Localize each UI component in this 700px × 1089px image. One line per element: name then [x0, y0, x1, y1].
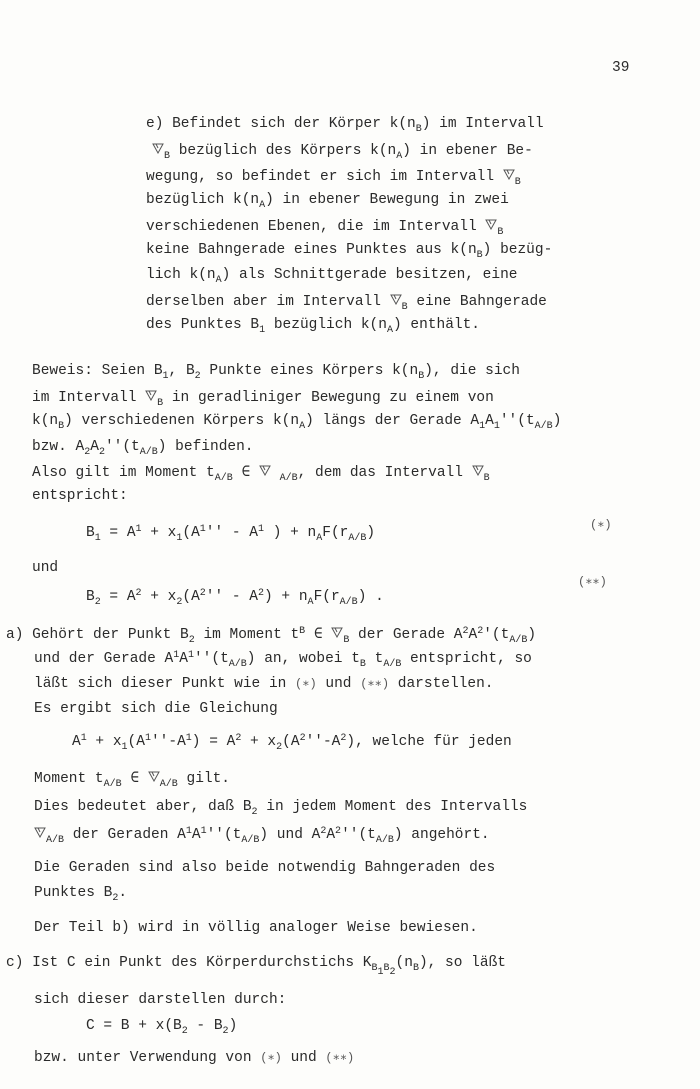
text-line: bzw. unter Verwendung von (∗) und (∗∗) — [34, 1050, 355, 1066]
text-line: verschiedenen Ebenen, die im Intervall $_B$ — [146, 219, 504, 238]
text-line: des Punktes $B_1$ bezüglich $k(n_A)$ enthält. — [146, 317, 480, 336]
nabla-symbol — [503, 168, 515, 180]
text-line: keine Bahngerade eines Punktes aus $k(n_B)$ bezüg- — [146, 242, 553, 261]
nabla-symbol — [145, 389, 157, 401]
text-line: sich dieser darstellen durch: — [34, 992, 287, 1008]
text-line: läßt sich dieser Punkt wie in (∗) und (∗∗) darstellen. — [34, 676, 494, 692]
text-line: $k(n_B)$ verschiedenen Körpers $k(n_A)$ längs der Gerade $A_1A_1''(t_{A/B})$ — [32, 413, 562, 432]
nabla-symbol — [485, 218, 497, 230]
text-line: $_B$ bezüglich des Körpers $k(n_A)$ in ebener Be- — [152, 142, 533, 159]
text-line: wegung, so befindet er sich im Intervall $_B$ — [146, 169, 521, 188]
text-line: Die Geraden sind also beide notwendig Bahngeraden des — [34, 860, 496, 876]
text-line: Punktes $B_2$. — [34, 885, 128, 904]
text-line: im Intervall $_B$ in geradliniger Bewegung zu einem von — [32, 390, 494, 409]
equation-tag: (∗∗) — [578, 575, 607, 589]
text-line: lich $k(n_A)$ als Schnittgerade besitzen, eine — [146, 267, 518, 286]
nabla-symbol — [152, 142, 164, 154]
text-line: Moment $t_{A/B}$ ∈ $_{A/B}$ gilt. — [34, 771, 231, 790]
text-line: a) Gehört der Punkt $B_2$ im Moment $t^B$ ∈ $_B$ der Gerade $A^2A^2'(t_{A/B})$ — [6, 626, 537, 646]
text-line: Der Teil b) wird in völlig analoger Weise bewiesen. — [34, 920, 478, 936]
text-line: Beweis: Seien $B_1$, $B_2$ Punkte eines Körpers $k(n_B)$, die sich — [32, 363, 520, 382]
text-line: Dies bedeutet aber, daß $B_2$ in jedem Moment des Intervalls — [34, 799, 528, 818]
text-line: Es ergibt sich die Gleichung — [34, 701, 278, 717]
text-line: Also gilt im Moment $t_{A/B}$ ∈ $_{A/B}$, dem das Intervall $_B$ — [32, 465, 490, 484]
text-line: und — [32, 560, 59, 576]
page-number: 39 — [612, 60, 630, 76]
text-line: bzw. $A_2A_2''(t_{A/B})$ befinden. — [32, 439, 254, 458]
equation-3: $A^1 + x_1(A^1''-A^1) = A^2 + x_2(A^2''-A^2)$, welche für jeden — [72, 733, 512, 753]
nabla-symbol — [259, 464, 271, 476]
nabla-symbol — [34, 826, 46, 838]
nabla-symbol — [331, 626, 343, 638]
text-line: und der Gerade $A^1A^1''(t_{A/B})$ an, wobei $t_B$ $t_{A/B}$ entspricht, so — [34, 650, 532, 670]
text-line: bezüglich $k(n_A)$ in ebener Bewegung in zwei — [146, 192, 509, 211]
text-line: e) Befindet sich der Körper $k(n_B)$ im Intervall — [146, 116, 544, 135]
text-line: derselben aber im Intervall $_B$ eine Bahngerade — [146, 294, 547, 313]
text-line: $_{A/B}$ der Geraden $A^1A^1''(t_{A/B})$ und $A^2A^2''(t_{A/B})$ angehört. — [34, 826, 490, 843]
nabla-symbol — [472, 464, 484, 476]
equation-2: $B_2 = A^2 + x_2(A^2'' - A^2) + n_AF(r_{A/B})$ . — [86, 588, 384, 608]
equation-tag: (∗) — [590, 518, 612, 532]
equation-1: $B_1 = A^1 + x_1(A^1'' - A^1$ ) + $n_AF(r_{A/B})$ — [86, 524, 376, 544]
nabla-symbol — [390, 293, 402, 305]
text-line: c) Ist C ein Punkt des Körperdurchstichs $K_{B_1B_2}(n_B)$, so läßt — [6, 955, 506, 978]
equation-4: $C = B + x(B_2 - B_2)$ — [86, 1018, 238, 1037]
nabla-symbol — [148, 770, 160, 782]
text-line: entspricht: — [32, 488, 128, 504]
